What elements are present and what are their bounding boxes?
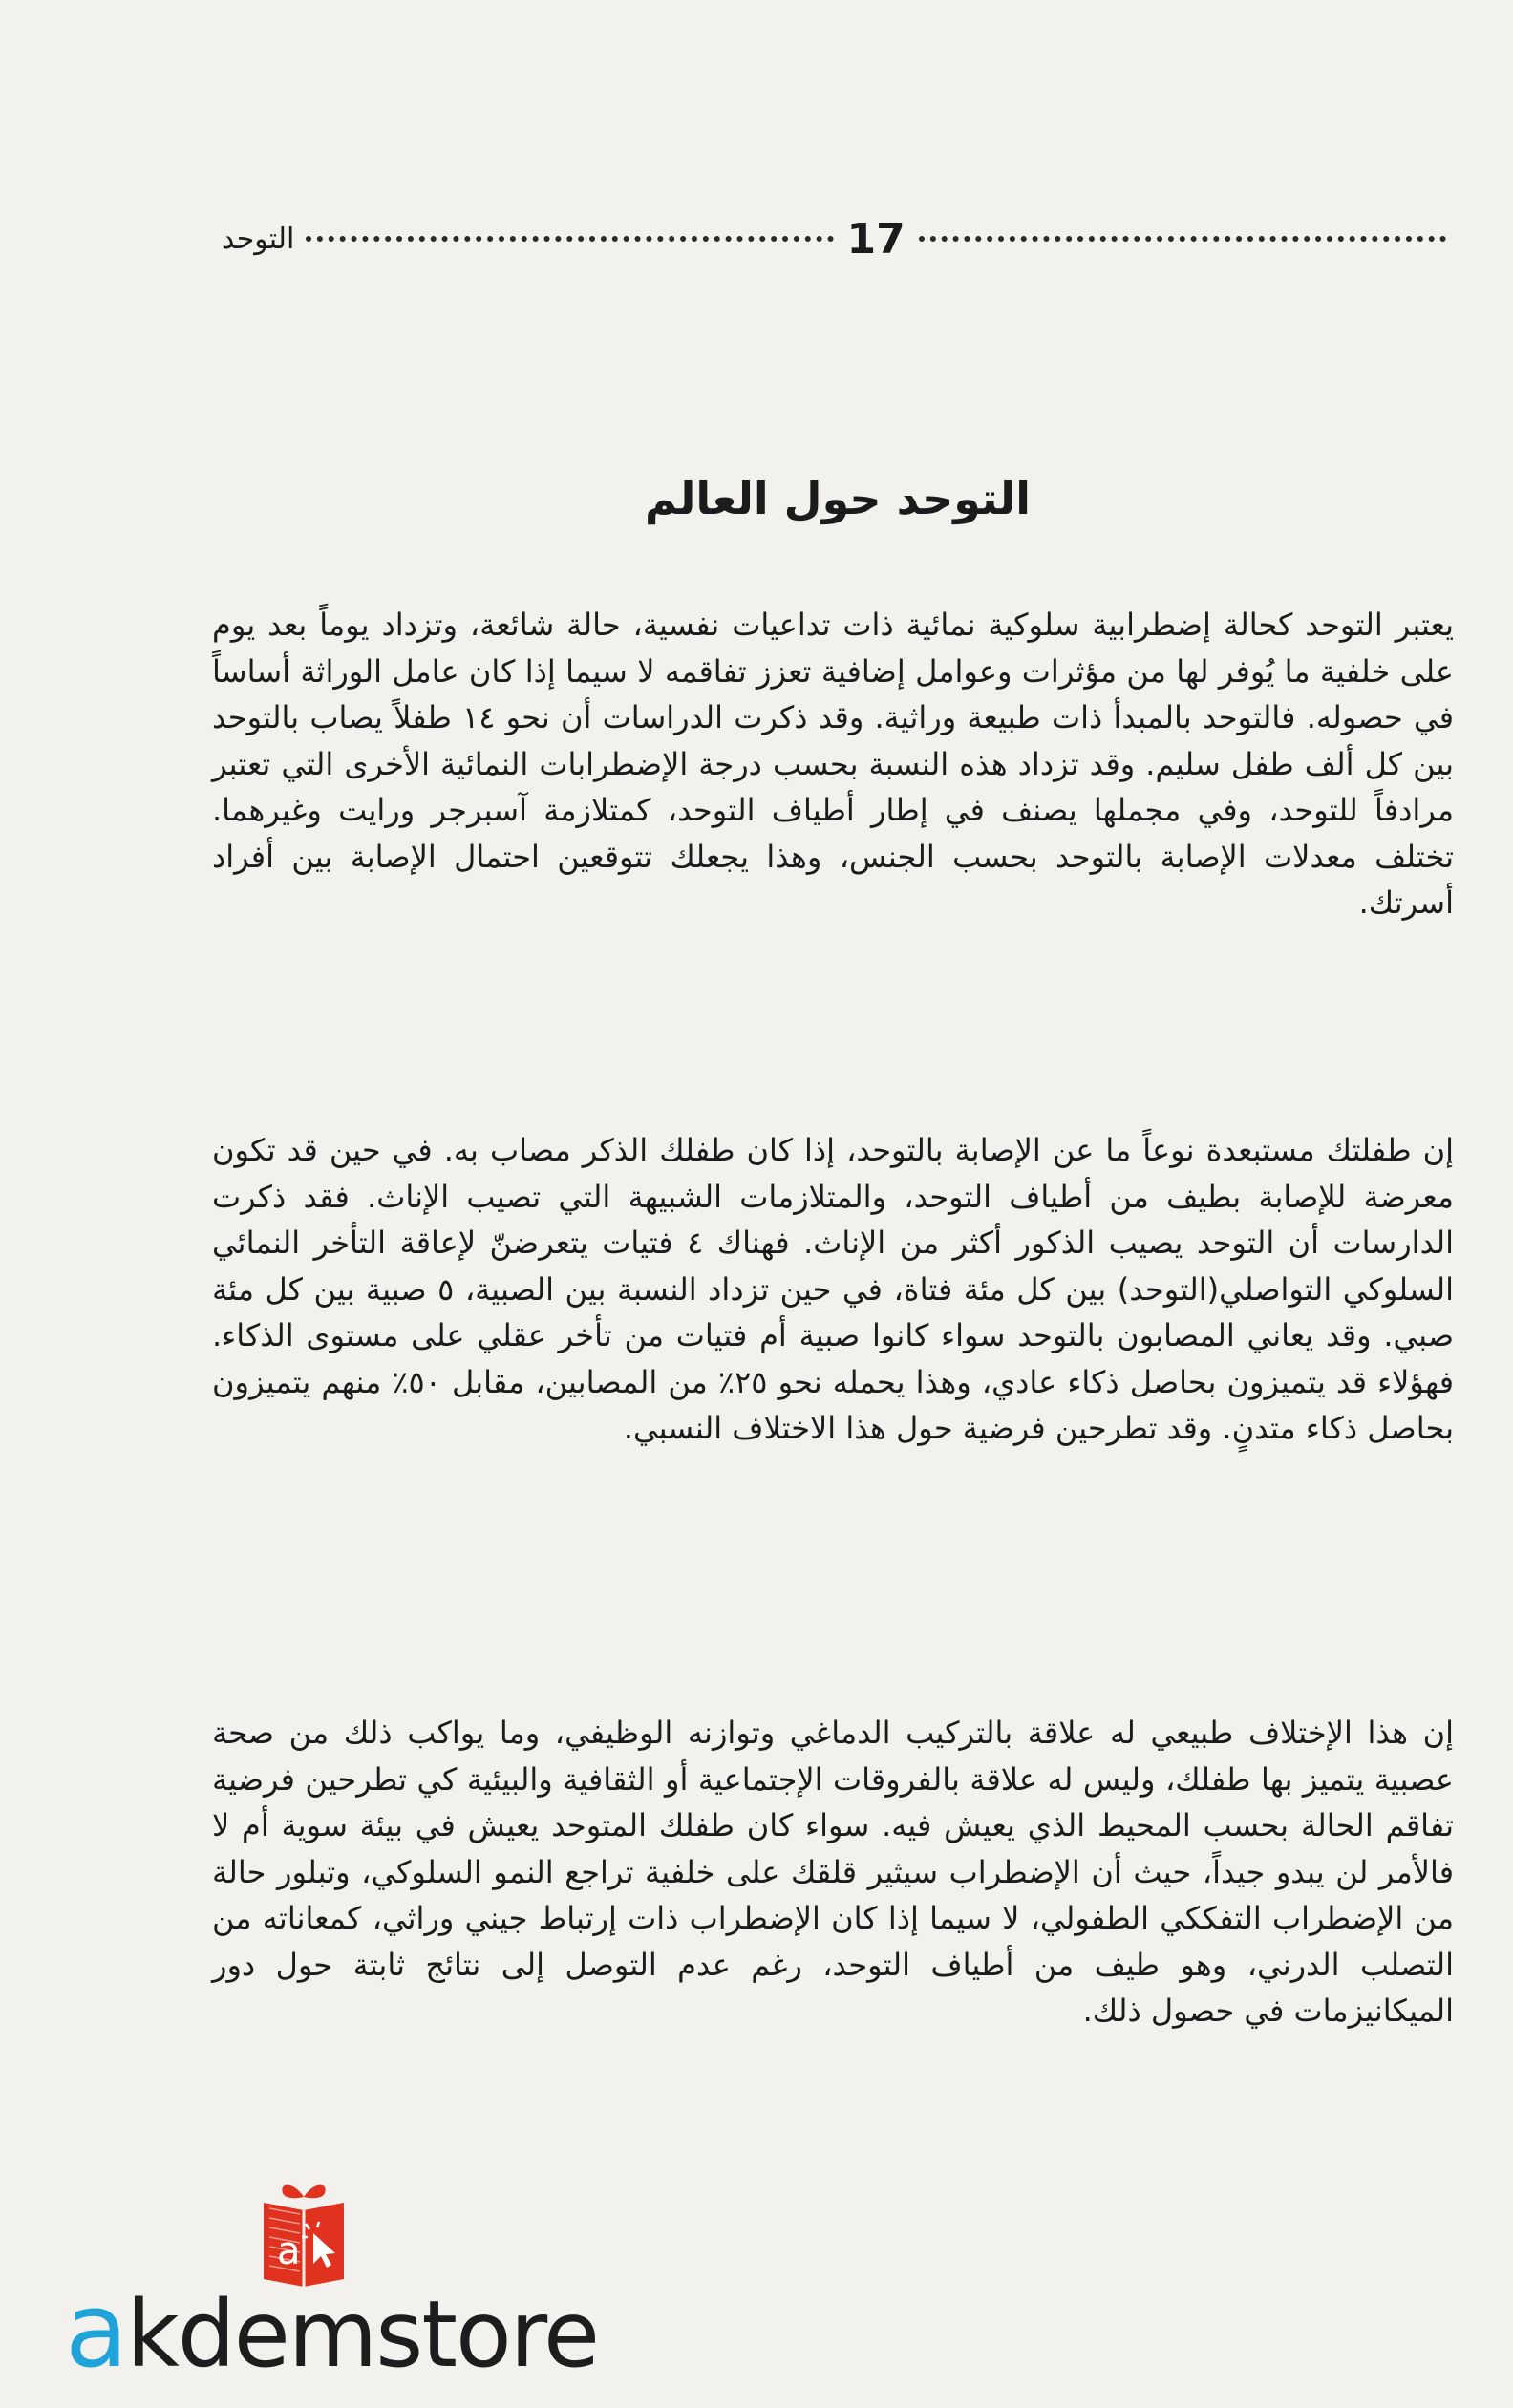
header-book-title: التوحد	[222, 222, 295, 256]
store-logo-wordmark	[65, 2271, 599, 2391]
paragraph-2: إن طفلتك مستبعدة نوعاً ما عن الإصابة بالتوحد، إذا كان طفلك الذكر مصاب به. في حين قد تكون معرضة للإصابة بطيف من أطياف التوحد، والمتلازمات الشبيهة التي تصيب الإناث. فقد ذكرت الدارسات أن التوحد يصيب الذكور أكثر من الإناث. فهناك ٤ فتيات يتعرضنّ لإعاقة التأخر النمائي السلوكي التواصلي(التوحد) بين كل مئة فتاة، في حين تزداد النسبة بين الصبية، ٥ صبية بين كل مئة صبي. وقد يعاني المصابون بالتوحد سواء كانوا صبية أم فتيات من تأخر عقلي على مستوى الذكاء. فهؤلاء قد يتميزون بحاصل ذكاء عادي، وهذا يحمله نحو ٢٥٪ من المصابين، مقابل ٥٠٪ منهم يتميزون بحاصل ذكاء متدنٍ. وقد تطرحين فرضية حول هذا الاختلاف النسبي.	[212, 1132, 1455, 1446]
header-dotted-leader-right	[919, 236, 1446, 242]
chapter-title: التوحد حول العالم	[645, 473, 1031, 524]
page-number: 17	[846, 214, 906, 264]
paragraph-1: يعتبر التوحد كحالة إضطرابية سلوكية نمائية ذات تداعيات نفسية، حالة شائعة، وتزداد يوماً بعد يوم على خلفية ما يُوفر لها من مؤثرات وعوامل إضافية تعزز تفاقمه لا سيما إذا كان عامل الوراثة أساساً في حصوله. فالتوحد بالمبدأ ذات طبيعة وراثية. وقد ذكرت الدراسات أن نحو ١٤ طفلاً يصاب بالتوحد بين كل ألف طفل سليم. وقد تزداد هذه النسبة بحسب درجة الإضطرابات النمائية الأخرى التي تعتبر مرادفاً للتوحد، وفي مجملها يصنف في إطار أطياف التوحد، كمتلازمة آسبرجر ورايت وغيرهما. تختلف معدلات الإصابة بالتوحد بحسب الجنس، وهذا يجعلك تتوقعين احتمال الإصابة بين أفراد أسرتك.	[212, 607, 1455, 921]
logo-text: kdemstore	[126, 2281, 599, 2388]
store-logo-book-icon	[258, 2176, 350, 2291]
running-header	[222, 210, 1454, 267]
logo-mark-letter: a	[277, 2229, 301, 2273]
header-dotted-leader-left	[306, 236, 833, 242]
paragraph-3: إن هذا الإختلاف طبيعي له علاقة بالتركيب الدماغي وتوازنه الوظيفي، وما يواكب ذلك من صحة عصبية يتميز بها طفلك، وليس له علاقة بالفروقات الإجتماعية أو الثقافية والبيئية كي تطرحين فرضية تفاقم الحالة بحسب المحيط الذي يعيش فيه. سواء كان طفلك المتوحد يعيش في بيئة سوية أم لا فالأمر لن يبدو جيداً، حيث أن الإضطراب سيثير قلقك على خلفية تراجع النمو السلوكي، وتبلور حالة من الإضطراب التفككي الطفولي، لا سيما إذا كان الإضطراب ذات إرتباط جيني وراثي، كمعاناته من التصلب الدرني، وهو طيف من أطياف التوحد، رغم عدم التوصل إلى نتائج ثابتة حول دور الميكانيزمات في حصول ذلك.	[212, 1715, 1454, 2029]
logo-letter-a: a	[65, 2271, 127, 2391]
